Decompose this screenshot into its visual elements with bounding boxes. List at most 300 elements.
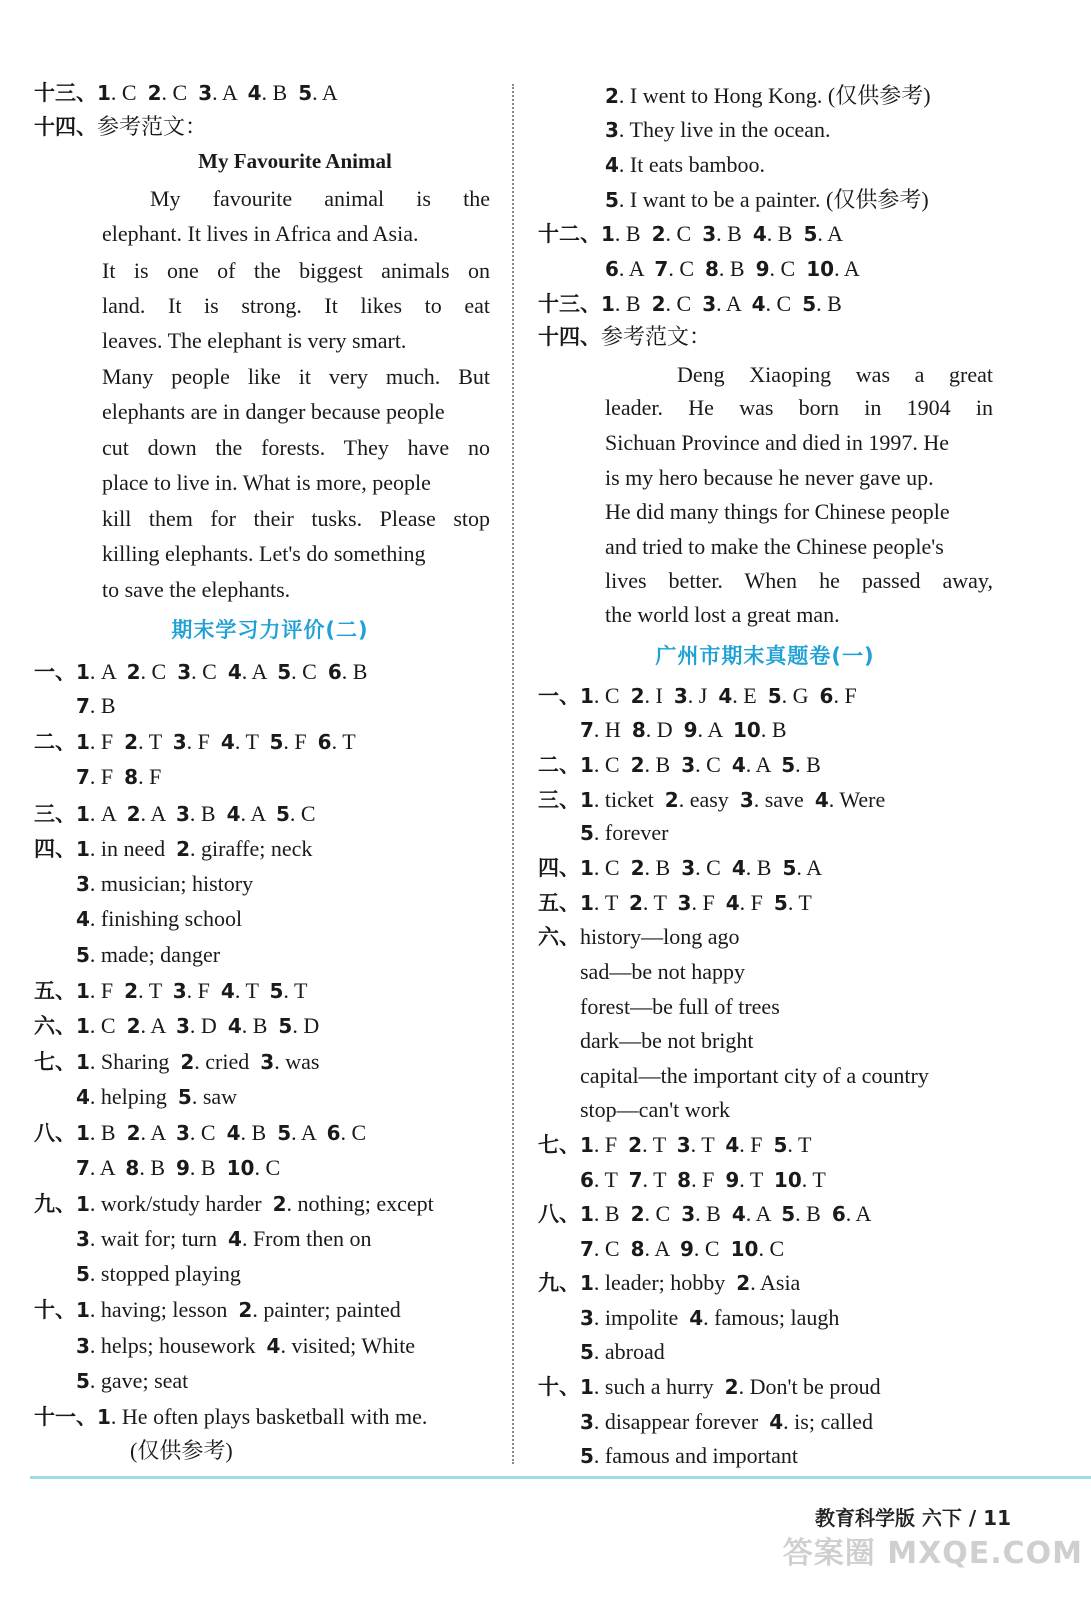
essay-line: and tried to make the Chinese people's — [605, 534, 944, 559]
item-number: 1 — [580, 856, 594, 880]
answer-text: . F — [833, 683, 857, 708]
answer-text: . T — [642, 1132, 677, 1157]
answer-line — [76, 1259, 241, 1289]
item-number: 8 — [631, 718, 646, 742]
essay-line: leaves. The elephant is very smart. — [102, 328, 407, 353]
question-number: 十四、 — [34, 115, 97, 139]
answer-text: . B — [341, 659, 368, 684]
answer-line — [34, 1011, 319, 1041]
item-number: 2 — [147, 81, 162, 105]
answer-line — [76, 1331, 415, 1361]
item-number: 2 — [126, 802, 141, 826]
item-number: 3 — [580, 1410, 594, 1434]
answer-text: (仅供参考) — [130, 1438, 233, 1463]
essay-line: leader. He was born in 1904 in — [605, 395, 993, 420]
question-number: 八、 — [34, 1121, 76, 1145]
item-number: 1 — [76, 837, 90, 861]
item-number: 5 — [277, 1121, 292, 1145]
answer-line — [538, 681, 857, 711]
item-number: 2 — [176, 837, 190, 861]
answer-text: . B — [614, 221, 652, 246]
answer-text: . I went to Hong Kong. — [618, 83, 828, 108]
answer-text: . A — [89, 659, 127, 684]
item-number: 6 — [317, 730, 332, 754]
essay-line: kill them for their tusks. Please stop — [102, 506, 490, 531]
essay-line: Sichuan Province and died in 1997. He — [605, 430, 949, 455]
answer-text: . A — [241, 659, 278, 684]
answer-text: 参考范文： — [97, 114, 208, 139]
answer-line — [76, 1224, 372, 1254]
essay-line: He did many things for Chinese people — [605, 499, 950, 524]
answer-line — [580, 1026, 754, 1056]
question-number: 四、 — [34, 837, 76, 861]
item-number: 3 — [177, 660, 192, 684]
essay-line: My favourite animal is the — [150, 186, 490, 211]
answer-text: . A — [140, 1013, 176, 1038]
answer-text: . C — [693, 1236, 731, 1261]
answer-line — [605, 115, 831, 145]
answer-text: . T — [801, 1167, 826, 1192]
answer-text: . B — [189, 801, 227, 826]
item-number: 2 — [664, 788, 679, 812]
item-number: 4 — [227, 1014, 242, 1038]
item-number: 2 — [724, 1375, 739, 1399]
question-number: 二、 — [34, 730, 76, 754]
answer-text: (仅供参考) — [826, 187, 929, 212]
question-number: 十一、 — [34, 1405, 97, 1429]
item-number: 3 — [198, 81, 213, 105]
item-number: 1 — [601, 292, 615, 316]
answer-text: . F — [739, 890, 774, 915]
answer-line — [580, 1095, 730, 1125]
answer-text: . Sharing — [89, 1049, 181, 1074]
answer-text: . helping — [89, 1084, 178, 1109]
answer-line — [580, 957, 745, 987]
item-number: 4 — [751, 292, 766, 316]
item-number: 4 — [731, 753, 746, 777]
answer-text: history—long ago — [580, 924, 740, 949]
answer-text: . A — [697, 717, 734, 742]
item-number: 6 — [819, 684, 834, 708]
answer-text: . B — [240, 1120, 278, 1145]
answer-text: . Don't be proud — [738, 1374, 881, 1399]
answer-text: . giraffe; neck — [190, 836, 313, 861]
item-number: 4 — [76, 1085, 90, 1109]
item-number: 2 — [124, 730, 139, 754]
question-number: 五、 — [538, 891, 580, 915]
answer-line — [34, 1118, 366, 1148]
answer-text: . C — [668, 256, 705, 281]
answer-text: . C — [765, 291, 803, 316]
answer-text: . E — [732, 683, 768, 708]
item-number: 2 — [124, 979, 139, 1003]
item-number: 1 — [601, 222, 615, 246]
question-number: 十三、 — [34, 81, 97, 105]
item-number: 10 — [226, 1156, 255, 1180]
answer-line — [76, 1153, 280, 1183]
item-number: 4 — [227, 660, 242, 684]
answer-text: . is; called — [783, 1409, 873, 1434]
item-number: 3 — [681, 1202, 696, 1226]
item-number: 6 — [831, 1202, 846, 1226]
item-number: 5 — [269, 730, 284, 754]
answer-text: . C — [140, 659, 178, 684]
answer-line — [580, 818, 668, 848]
question-number: 一、 — [538, 684, 580, 708]
answer-text: 参考范文： — [601, 324, 712, 349]
answer-text: . C — [289, 801, 316, 826]
answer-text: . G — [781, 683, 820, 708]
item-number: 3 — [76, 1334, 90, 1358]
item-number: 2 — [630, 684, 645, 708]
item-number: 10 — [730, 1237, 759, 1261]
item-number: 2 — [628, 1133, 643, 1157]
item-number: 5 — [76, 1369, 90, 1393]
answer-text: . painter; painted — [252, 1297, 401, 1322]
answer-text: . B — [614, 291, 652, 316]
item-number: 5 — [803, 222, 818, 246]
item-number: 6 — [326, 1121, 341, 1145]
item-number: 2 — [180, 1050, 195, 1074]
answer-text: . nothing; except — [286, 1191, 434, 1216]
question-number: 八、 — [538, 1202, 580, 1226]
item-number: 1 — [76, 1192, 90, 1216]
answer-text: . T — [787, 1132, 812, 1157]
answer-text: . C — [291, 659, 328, 684]
answer-text: . J — [687, 683, 719, 708]
answer-text: . forever — [593, 820, 669, 845]
answer-line — [605, 185, 929, 215]
answer-text: . helps; housework — [89, 1333, 267, 1358]
answer-text: . B — [795, 1201, 832, 1226]
item-number: 3 — [676, 1133, 691, 1157]
essay-line: cut down the forests. They have no — [102, 435, 490, 460]
answer-text: . T — [331, 729, 356, 754]
answer-line — [538, 1199, 871, 1229]
answer-line — [580, 1234, 784, 1264]
answer-text: . A — [312, 80, 338, 105]
essay-title: My Favourite Animal — [198, 149, 392, 173]
answer-text: . B — [760, 717, 787, 742]
item-number: 5 — [605, 188, 619, 212]
answer-line — [580, 1165, 826, 1195]
answer-line — [76, 762, 161, 792]
item-number: 7 — [580, 1237, 594, 1261]
answer-text: . C — [191, 659, 228, 684]
answer-text: . C — [593, 752, 631, 777]
answer-text: . Asia — [750, 1270, 801, 1295]
item-number: 1 — [76, 1014, 90, 1038]
item-number: 1 — [97, 81, 111, 105]
answer-line — [538, 853, 822, 883]
question-number: 九、 — [538, 1271, 580, 1295]
item-number: 3 — [76, 872, 90, 896]
answer-text: . A — [745, 752, 782, 777]
answer-text: . F — [283, 729, 318, 754]
answer-text: . A — [240, 801, 276, 826]
item-number: 4 — [752, 222, 767, 246]
answer-text: . C — [254, 1155, 281, 1180]
answer-text: . T — [138, 729, 173, 754]
answer-text: . T — [138, 978, 173, 1003]
answer-text: . F — [691, 1167, 726, 1192]
answer-line — [76, 904, 242, 934]
answer-text: . famous and important — [593, 1443, 798, 1468]
question-number: 五、 — [34, 979, 76, 1003]
answer-line — [580, 715, 787, 745]
answer-text: . F — [138, 764, 162, 789]
question-number: 十四、 — [538, 325, 601, 349]
answer-line — [76, 1366, 188, 1396]
page-footer: 教育科学版 六下 / 11 — [814, 1506, 1011, 1530]
answer-line — [605, 254, 860, 284]
item-number: 4 — [605, 153, 619, 177]
answer-text: . A — [89, 801, 127, 826]
answer-text: . A — [618, 256, 655, 281]
answer-text: . C — [758, 1236, 785, 1261]
item-number: 4 — [220, 730, 235, 754]
answer-line — [538, 219, 843, 249]
item-number: 5 — [269, 979, 284, 1003]
answer-text: sad—be not happy — [580, 959, 745, 984]
answer-text: . T — [642, 890, 678, 915]
item-number: 2 — [126, 1014, 141, 1038]
item-number: 5 — [278, 1014, 293, 1038]
answer-text: . made; danger — [89, 942, 221, 967]
answer-text: . disappear forever — [593, 1409, 770, 1434]
answer-text: . C — [665, 221, 703, 246]
item-number: 1 — [76, 979, 90, 1003]
answer-text: . B — [795, 752, 821, 777]
item-number: 3 — [172, 979, 187, 1003]
item-number: 3 — [176, 1014, 190, 1038]
item-number: 1 — [580, 1133, 594, 1157]
answer-text: . A — [644, 1236, 680, 1261]
answer-text: . having; lesson — [89, 1297, 239, 1322]
item-number: 3 — [260, 1050, 275, 1074]
answer-text: . A — [745, 1201, 782, 1226]
item-number: 9 — [755, 257, 770, 281]
item-number: 10 — [773, 1168, 802, 1192]
answer-text: . cried — [194, 1049, 261, 1074]
answer-text: . T — [283, 978, 308, 1003]
item-number: 3 — [681, 856, 696, 880]
answer-text: . C — [769, 256, 807, 281]
item-number: 5 — [298, 81, 313, 105]
item-number: 3 — [702, 222, 717, 246]
answer-text: . A — [140, 801, 176, 826]
answer-line — [34, 1295, 401, 1325]
essay-line: killing elephants. Let's do something — [102, 541, 426, 566]
answer-text: . abroad — [593, 1339, 665, 1364]
item-number: 5 — [782, 856, 797, 880]
item-number: 4 — [769, 1410, 784, 1434]
item-number: 2 — [736, 1271, 751, 1295]
answer-text: . C — [593, 855, 631, 880]
item-number: 1 — [580, 891, 594, 915]
answer-line — [34, 834, 312, 864]
question-number: 十、 — [34, 1298, 76, 1322]
answer-line — [76, 691, 116, 721]
answer-line — [580, 1441, 798, 1471]
answer-text: (仅供参考) — [827, 83, 931, 108]
answer-text: . B — [593, 1201, 631, 1226]
item-number: 2 — [605, 84, 619, 108]
answer-text: . C — [593, 683, 631, 708]
answer-text: . ticket — [593, 787, 665, 812]
answer-text: . B — [718, 256, 756, 281]
item-number: 2 — [238, 1298, 253, 1322]
answer-text: . saw — [191, 1084, 238, 1109]
answer-text: . B — [816, 291, 842, 316]
answer-line — [538, 922, 740, 952]
item-number: 4 — [689, 1306, 704, 1330]
item-number: 5 — [76, 1262, 90, 1286]
item-number: 10 — [733, 718, 761, 742]
answer-text: . I — [644, 683, 674, 708]
answer-text: . B — [89, 693, 116, 718]
answer-text: forest—be full of trees — [580, 994, 780, 1019]
answer-line — [580, 992, 780, 1022]
answer-text: . C — [161, 80, 199, 105]
answer-line — [76, 869, 253, 899]
item-number: 1 — [580, 788, 594, 812]
item-number: 6 — [327, 660, 342, 684]
item-number: 9 — [725, 1168, 740, 1192]
answer-line — [76, 1082, 237, 1112]
item-number: 3 — [702, 292, 717, 316]
item-number: 8 — [125, 1156, 140, 1180]
answer-text: . such a hurry — [593, 1374, 725, 1399]
answer-text: . B — [766, 221, 804, 246]
item-number: 8 — [630, 1237, 645, 1261]
item-number: 5 — [177, 1085, 192, 1109]
item-number: 4 — [731, 856, 746, 880]
item-number: 10 — [806, 257, 835, 281]
item-number: 4 — [725, 891, 740, 915]
item-number: 1 — [580, 753, 594, 777]
answer-line — [538, 785, 885, 815]
answer-line — [538, 289, 842, 319]
answer-text: . B — [695, 1201, 732, 1226]
question-number: 三、 — [538, 788, 580, 812]
answer-text: . in need — [89, 836, 177, 861]
answer-text: . F — [89, 978, 125, 1003]
answer-text: . work/study harder — [89, 1191, 273, 1216]
answer-text: . H — [593, 717, 632, 742]
answer-text: . A — [89, 1155, 126, 1180]
item-number: 4 — [266, 1334, 281, 1358]
answer-text: . B — [139, 1155, 176, 1180]
column-divider — [512, 84, 514, 1464]
item-number: 9 — [680, 1237, 694, 1261]
answer-text: . F — [89, 729, 125, 754]
answer-line — [580, 1303, 839, 1333]
item-number: 4 — [226, 1121, 241, 1145]
answer-text: . F — [89, 764, 125, 789]
essay-line: lives better. When he passed away, — [605, 568, 993, 593]
item-number: 2 — [126, 1121, 141, 1145]
item-number: 6 — [580, 1168, 594, 1192]
answer-text: . famous; laugh — [703, 1305, 840, 1330]
answer-line — [580, 1407, 873, 1437]
answer-text: . A — [716, 291, 752, 316]
answer-line — [538, 1372, 881, 1402]
essay-line: elephant. It lives in Africa and Asia. — [102, 221, 419, 246]
answer-text: . B — [644, 752, 682, 777]
item-number: 1 — [580, 1202, 594, 1226]
item-number: 5 — [580, 1340, 594, 1364]
answer-text: . T — [690, 1132, 726, 1157]
answer-line — [130, 1436, 233, 1466]
answer-line — [538, 1130, 811, 1160]
answer-text: . B — [261, 80, 299, 105]
question-number: 一、 — [34, 660, 76, 684]
answer-line — [580, 1061, 929, 1091]
answer-text: . C — [189, 1120, 227, 1145]
answer-line — [34, 1402, 427, 1432]
item-number: 1 — [76, 660, 90, 684]
section-heading: 广州市期末真题卷(一) — [655, 644, 875, 668]
answer-text: . F — [739, 1132, 774, 1157]
item-number: 1 — [76, 1298, 90, 1322]
answer-text: . It eats bamboo. — [618, 152, 765, 177]
item-number: 4 — [228, 1227, 242, 1251]
item-number: 1 — [580, 1271, 594, 1295]
item-number: 3 — [739, 788, 754, 812]
answer-text: . F — [186, 978, 221, 1003]
answer-text: . impolite — [593, 1305, 690, 1330]
answer-line — [76, 940, 220, 970]
answer-line — [34, 727, 356, 757]
essay-line: Many people like it very much. But — [102, 364, 490, 389]
answer-line — [605, 150, 765, 180]
question-number: 九、 — [34, 1192, 76, 1216]
item-number: 4 — [247, 81, 262, 105]
item-number: 5 — [802, 292, 817, 316]
essay-line: place to live in. What is more, people — [102, 470, 431, 495]
answer-text: . B — [241, 1013, 279, 1038]
item-number: 7 — [76, 694, 90, 718]
answer-text: . F — [593, 1132, 629, 1157]
question-number: 七、 — [538, 1133, 580, 1157]
answer-text: . D — [189, 1013, 228, 1038]
item-number: 8 — [124, 765, 139, 789]
item-number: 7 — [76, 765, 90, 789]
question-number: 二、 — [538, 753, 580, 777]
essay-line: to save the elephants. — [102, 577, 291, 602]
answer-text: . leader; hobby — [593, 1270, 737, 1295]
item-number: 2 — [651, 222, 666, 246]
answer-line — [605, 81, 931, 111]
item-number: 2 — [630, 856, 645, 880]
answer-line — [34, 1189, 434, 1219]
item-number: 9 — [176, 1156, 190, 1180]
answer-line — [34, 112, 207, 142]
item-number: 1 — [76, 730, 90, 754]
answer-text: . visited; White — [280, 1333, 416, 1358]
item-number: 4 — [731, 1202, 746, 1226]
answer-text: . stopped playing — [89, 1261, 241, 1286]
answer-text: . T — [642, 1167, 678, 1192]
item-number: 5 — [277, 660, 292, 684]
answer-line — [538, 888, 812, 918]
question-number: 六、 — [538, 925, 580, 949]
item-number: 5 — [781, 753, 796, 777]
answer-text: . B — [644, 855, 682, 880]
item-number: 1 — [97, 1405, 111, 1429]
item-number: 5 — [76, 943, 90, 967]
